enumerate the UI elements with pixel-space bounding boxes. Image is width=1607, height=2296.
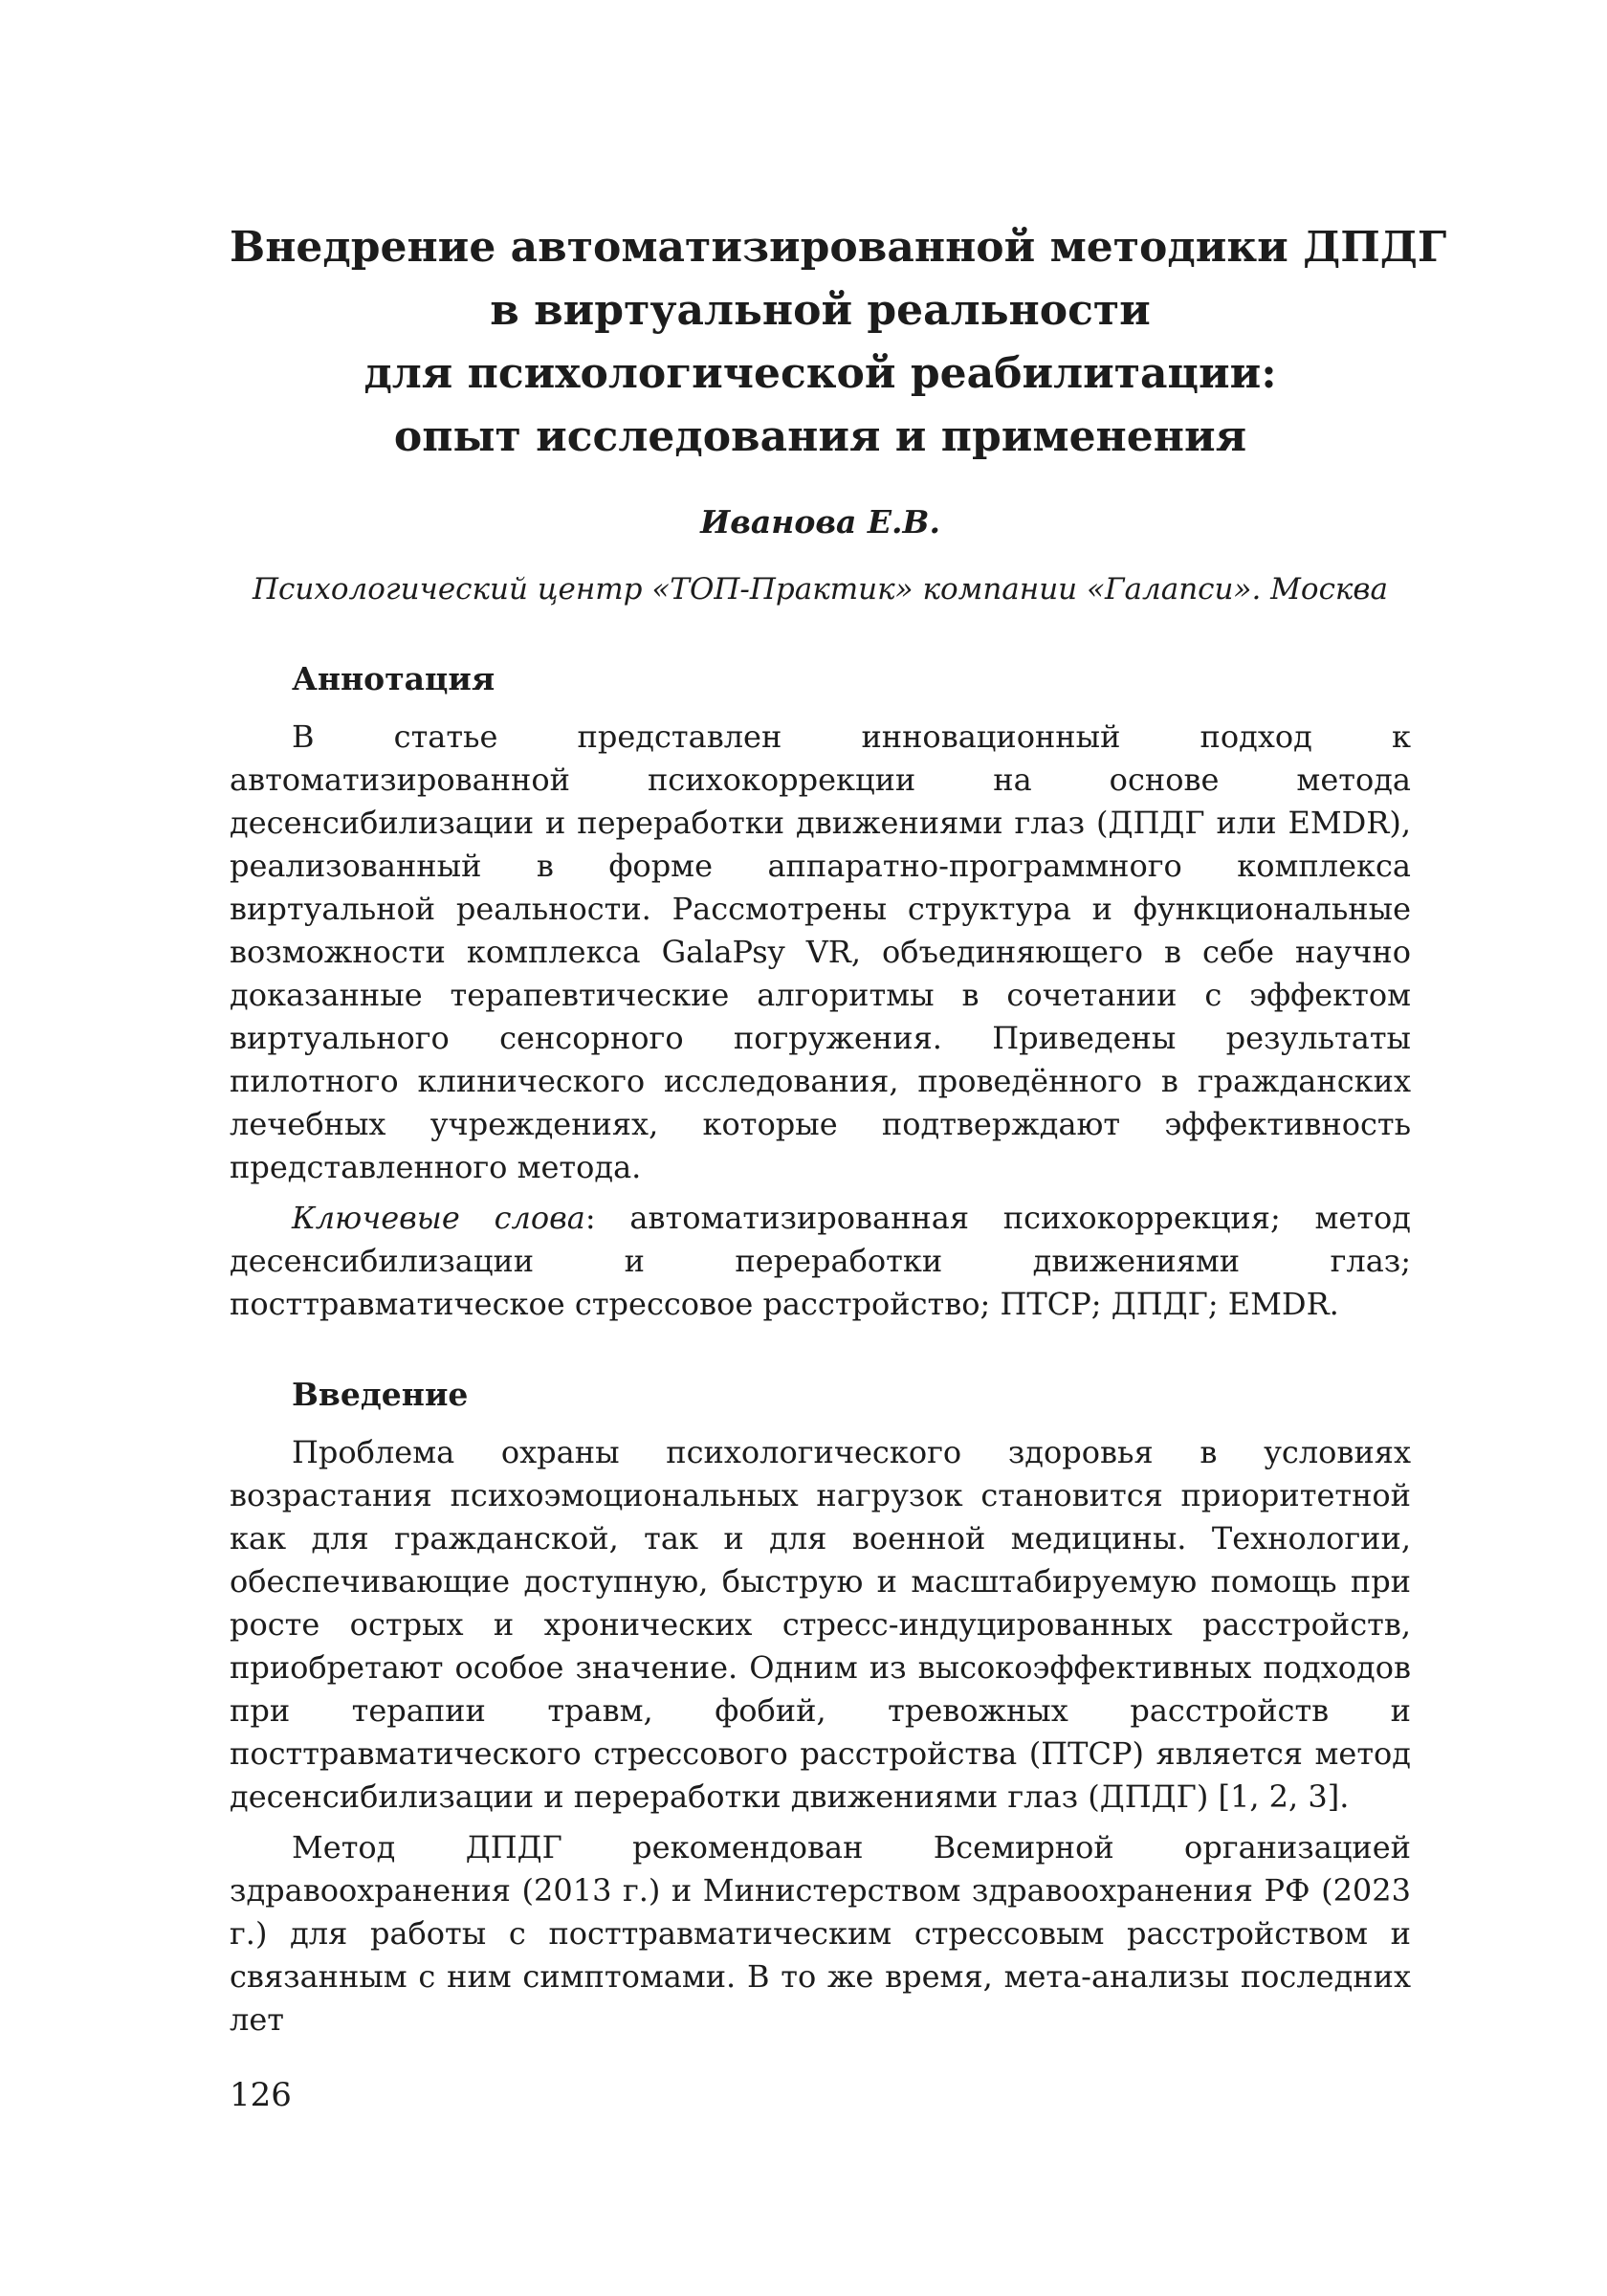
title-line-1: Внедрение автоматизированной методики ДПДГ [230, 223, 1447, 272]
author-affiliation: Психологический центр «ТОП-Практик» компании «Галапси». Москва [253, 572, 1388, 607]
title-line-4: опыт исследования и применения [393, 412, 1247, 461]
introduction-paragraph-1: Проблема охраны психологического здоровья в условиях возрастания психоэмоциональных нагрузок становится приоритетной как для гражданской, так и для военной медицины. Технологии, обеспечивающие доступную, быструю и масштабируемую помощь при росте острых и хронических стресс-индуцированных расстройств, приобретают особое значение. Одним из высокоэффективных подходов при терапии травм, фобий, тревожных расстройств и посттравматического стрессового расстройства (ПТСР) является метод десенсибилизации и переработки движениями глаз (ДПДГ) [1, 2, 3]. [230, 1434, 1411, 1815]
introduction-paragraph-2: Метод ДПДГ рекомендован Всемирной организацией здравоохранения (2013 г.) и Министерством здравоохранения РФ (2023 г.) для работы с посттравматическим стрессовым расстройством и связанным с ним симптомами. В то же время, мета-анализы последних лет [230, 1829, 1411, 2038]
keywords-label: Ключевые слова [292, 1200, 585, 1236]
title-line-3: для психологической реабилитации: [363, 349, 1277, 398]
abstract-text: В статье представлен инновационный подход к автоматизированной психокоррекции на основе метода десенсибилизации и переработки движениями глаз (ДПДГ или EMDR), реализованный в форме аппаратно-программного комплекса виртуальной реальности. Рассмотрены структура и функциональные возможности комплекса GalaPsy VR, объединяющего в себе научно доказанные терапевтические алгоритмы в сочетании с эффектом виртуального сенсорного погружения. Приведены результаты пилотного клинического исследования, проведённого в гражданских лечебных учреждениях, которые подтверждают эффективность представленного метода. [230, 718, 1411, 1185]
keywords-text: : автоматизированная психокоррекция; метод десенсибилизации и переработки движениями глаз; посттравматическое стрессовое расстройство; ПТСР; ДПДГ; EMDR. [230, 1200, 1411, 1322]
author-name: Иванова Е.В. [700, 503, 940, 541]
keywords-paragraph [230, 1197, 1411, 1326]
page-content [230, 216, 1447, 2042]
page-number: 126 [230, 2076, 292, 2114]
title-line-2: в виртуальной реальности [490, 286, 1151, 335]
abstract-heading: Аннотация [292, 660, 495, 697]
introduction-heading: Введение [292, 1376, 469, 1413]
article-title [230, 216, 1447, 469]
